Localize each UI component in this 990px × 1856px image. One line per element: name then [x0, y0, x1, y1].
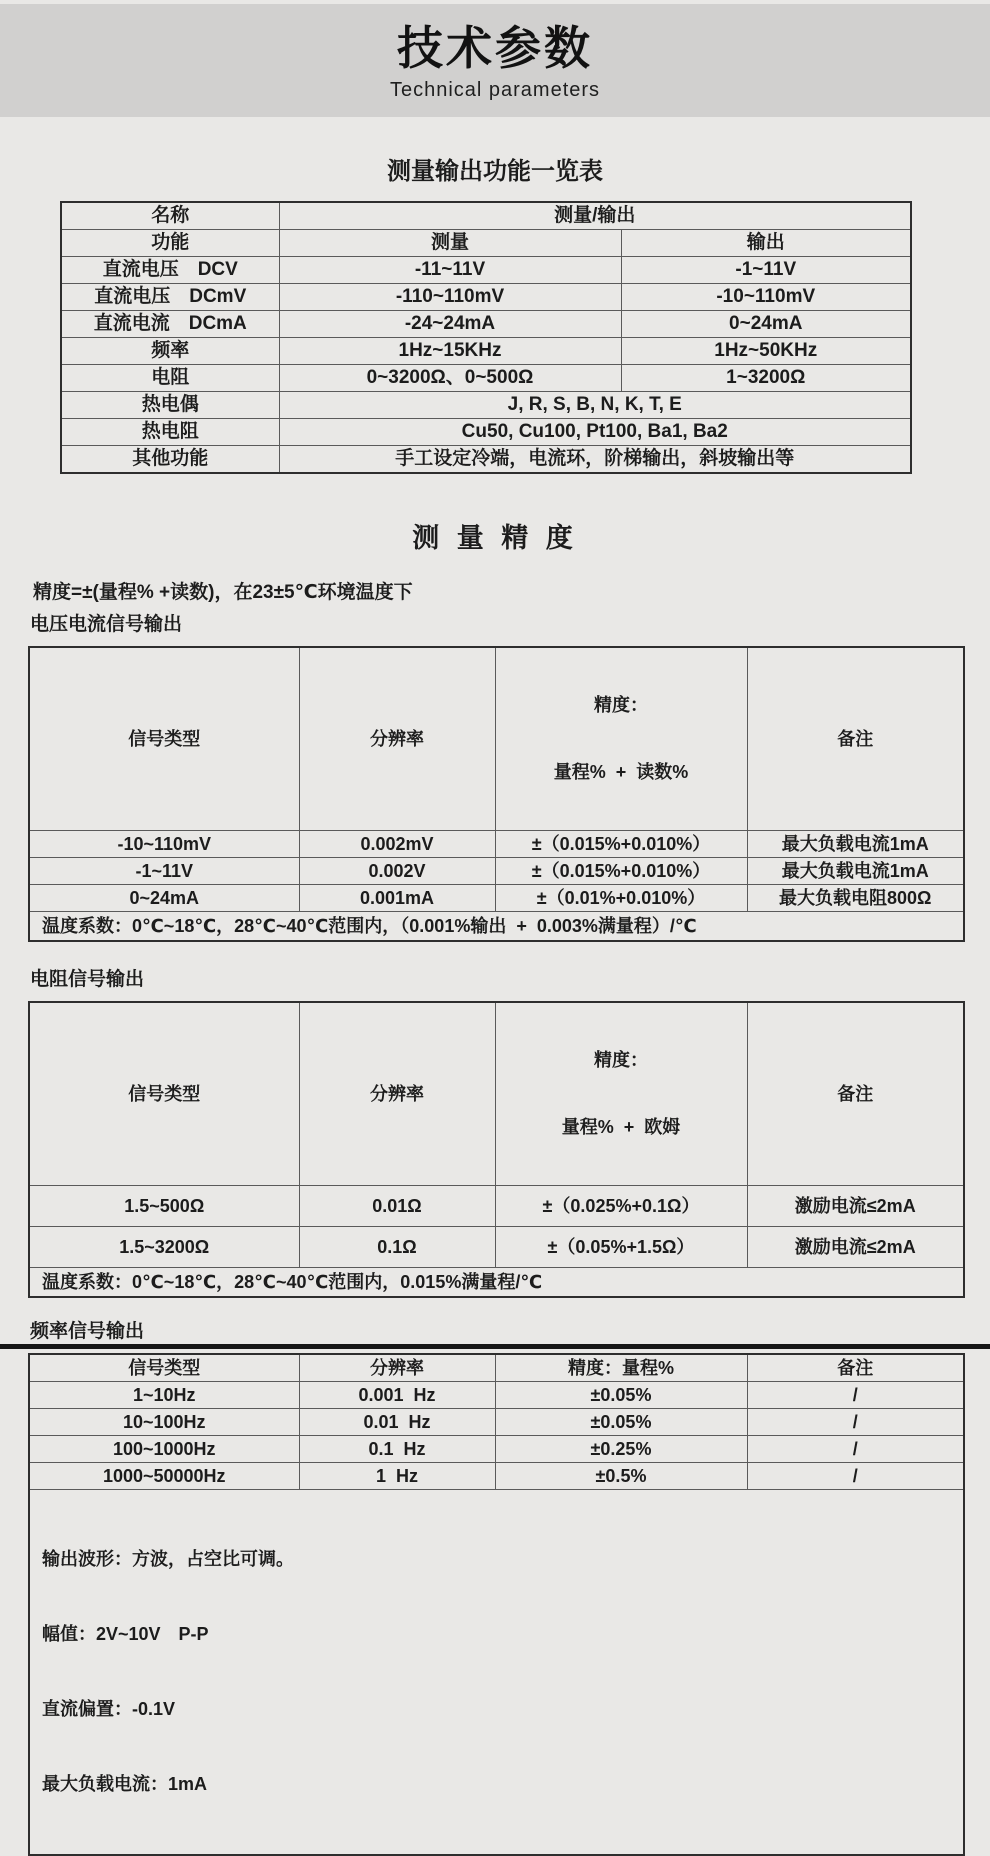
cell-name: 直流电压 DCV — [61, 257, 279, 284]
cell-signal: 1.5~3200Ω — [29, 1227, 299, 1268]
cell-accuracy: ±（0.05%+1.5Ω） — [495, 1227, 747, 1268]
header-accuracy-line2: 量程% + 读数% — [553, 762, 689, 782]
cell-signal: 1~10Hz — [29, 1382, 299, 1409]
cell-measure: 0~3200Ω、0~500Ω — [279, 365, 621, 392]
table-row — [61, 338, 911, 365]
cell-resolution: 0.002V — [299, 858, 495, 885]
table-row — [29, 858, 964, 885]
page-title: 技术参数 — [397, 22, 593, 74]
table-footer-row — [29, 1490, 964, 1856]
cell-value: J, R, S, B, N, K, T, E — [279, 392, 911, 419]
table-row — [61, 202, 911, 230]
cell-remark: 最大负载电流1mA — [747, 858, 964, 885]
table-row — [61, 311, 911, 338]
cell-name: 功能 — [61, 230, 279, 257]
cell-signal: 1000~50000Hz — [29, 1463, 299, 1490]
cell-name: 热电阻 — [61, 419, 279, 446]
cell-name: 热电偶 — [61, 392, 279, 419]
cell-remark: 最大负载电流1mA — [747, 831, 964, 858]
cell-measure: 1Hz~15KHz — [279, 338, 621, 365]
header-accuracy — [495, 1002, 747, 1186]
cell-output: -10~110mV — [621, 284, 911, 311]
cell-signal: 100~1000Hz — [29, 1436, 299, 1463]
header-signal: 信号类型 — [29, 647, 299, 831]
cell-output: -1~11V — [621, 257, 911, 284]
cell-resolution: 0.001mA — [299, 885, 495, 912]
accuracy-note: 精度=±(量程% +读数)，在23±5℃环境温度下 — [33, 582, 413, 603]
table-row — [61, 257, 911, 284]
cell-name: 直流电流 DCmA — [61, 311, 279, 338]
header-accuracy-line2: 量程% + 欧姆 — [561, 1117, 681, 1137]
table-row — [61, 419, 911, 446]
table-row — [61, 446, 911, 474]
cell-name: 名称 — [61, 202, 279, 230]
cell-remark: / — [747, 1382, 964, 1409]
header-remark: 备注 — [747, 1354, 964, 1382]
header-accuracy-line1: 精度： — [594, 695, 648, 715]
cell-temp-coefficient: 温度系数：0℃~18℃，28℃~40℃范围内，（0.001%输出 + 0.003%满量程）/℃ — [29, 912, 964, 942]
cell-signal: -1~11V — [29, 858, 299, 885]
table-row — [29, 1409, 964, 1436]
cell-remark: / — [747, 1463, 964, 1490]
cell-signal: 0~24mA — [29, 885, 299, 912]
table-row — [29, 1227, 964, 1268]
function-table-title: 测量输出功能一览表 — [387, 158, 603, 185]
cell-accuracy: ±0.25% — [495, 1436, 747, 1463]
header-accuracy — [495, 647, 747, 831]
cell-output: 输出 — [621, 230, 911, 257]
cell-output-notes — [29, 1490, 964, 1856]
cell-output: 1Hz~50KHz — [621, 338, 911, 365]
table-row — [29, 831, 964, 858]
header-remark: 备注 — [747, 1002, 964, 1186]
cell-accuracy: ±（0.025%+0.1Ω） — [495, 1186, 747, 1227]
table-row — [29, 1436, 964, 1463]
cell-resolution: 0.01Ω — [299, 1186, 495, 1227]
cell-value: 手工设定冷端，电流环，阶梯输出，斜坡输出等 — [279, 446, 911, 474]
cell-resolution: 0.1 Hz — [299, 1436, 495, 1463]
cell-value: 测量/输出 — [279, 202, 911, 230]
cell-value: Cu50, Cu100, Pt100, Ba1, Ba2 — [279, 419, 911, 446]
cell-accuracy: ±（0.01%+0.010%） — [495, 885, 747, 912]
cell-accuracy: ±（0.015%+0.010%） — [495, 831, 747, 858]
cell-resolution: 0.1Ω — [299, 1227, 495, 1268]
table-row — [61, 284, 911, 311]
table-row — [61, 365, 911, 392]
cell-remark: 激励电流≤2mA — [747, 1227, 964, 1268]
cell-signal: -10~110mV — [29, 831, 299, 858]
table-row — [61, 392, 911, 419]
header-band — [0, 4, 990, 117]
header-accuracy-line1: 精度： — [594, 1050, 648, 1070]
table-header-row — [29, 1354, 964, 1382]
table-row — [29, 1463, 964, 1490]
table-row — [29, 1186, 964, 1227]
cell-measure: 测量 — [279, 230, 621, 257]
header-accuracy: 精度：量程% — [495, 1354, 747, 1382]
note-amplitude: 幅值：2V~10V P-P — [42, 1624, 209, 1644]
cell-remark: 最大负载电阻800Ω — [747, 885, 964, 912]
cell-resolution: 0.001 Hz — [299, 1382, 495, 1409]
table-header-row — [29, 647, 964, 831]
cell-measure: -110~110mV — [279, 284, 621, 311]
cell-accuracy: ±0.5% — [495, 1463, 747, 1490]
cell-output: 1~3200Ω — [621, 365, 911, 392]
voltage-current-table — [28, 646, 965, 942]
cell-name: 电阻 — [61, 365, 279, 392]
page-subtitle: Technical parameters — [389, 79, 601, 101]
frequency-table — [28, 1353, 965, 1856]
header-signal: 信号类型 — [29, 1002, 299, 1186]
table-row — [29, 1382, 964, 1409]
cell-name: 直流电压 DCmV — [61, 284, 279, 311]
table-row — [29, 885, 964, 912]
cell-accuracy: ±0.05% — [495, 1382, 747, 1409]
cell-name: 其他功能 — [61, 446, 279, 474]
resistance-label: 电阻信号输出 — [30, 969, 145, 990]
cell-name: 频率 — [61, 338, 279, 365]
note-dc-offset: 直流偏置：-0.1V — [42, 1699, 176, 1719]
cell-temp-coefficient: 温度系数：0℃~18℃，28℃~40℃范围内，0.015%满量程/℃ — [29, 1268, 964, 1298]
table-row — [61, 230, 911, 257]
cell-signal: 1.5~500Ω — [29, 1186, 299, 1227]
note-waveform: 输出波形：方波，占空比可调。 — [42, 1549, 294, 1569]
cell-resolution: 1 Hz — [299, 1463, 495, 1490]
cell-output: 0~24mA — [621, 311, 911, 338]
cell-remark: 激励电流≤2mA — [747, 1186, 964, 1227]
function-table — [60, 201, 912, 474]
cell-remark: / — [747, 1436, 964, 1463]
table-footer-row — [29, 1268, 964, 1298]
table-header-row — [29, 1002, 964, 1186]
cell-accuracy: ±（0.015%+0.010%） — [495, 858, 747, 885]
accuracy-section-title: 测 量 精 度 — [412, 523, 578, 553]
header-resolution: 分辨率 — [299, 1354, 495, 1382]
table-footer-row — [29, 912, 964, 942]
header-signal: 信号类型 — [29, 1354, 299, 1382]
header-remark: 备注 — [747, 647, 964, 831]
cell-resolution: 0.01 Hz — [299, 1409, 495, 1436]
cell-accuracy: ±0.05% — [495, 1409, 747, 1436]
cell-measure: -11~11V — [279, 257, 621, 284]
frequency-label: 频率信号输出 — [30, 1321, 145, 1342]
header-resolution: 分辨率 — [299, 1002, 495, 1186]
cell-remark: / — [747, 1409, 964, 1436]
cell-resolution: 0.002mV — [299, 831, 495, 858]
cell-signal: 10~100Hz — [29, 1409, 299, 1436]
resistance-table — [28, 1001, 965, 1298]
voltage-current-label: 电压电流信号输出 — [30, 614, 183, 635]
header-resolution: 分辨率 — [299, 647, 495, 831]
cell-measure: -24~24mA — [279, 311, 621, 338]
note-max-load-current: 最大负载电流：1mA — [42, 1774, 208, 1794]
